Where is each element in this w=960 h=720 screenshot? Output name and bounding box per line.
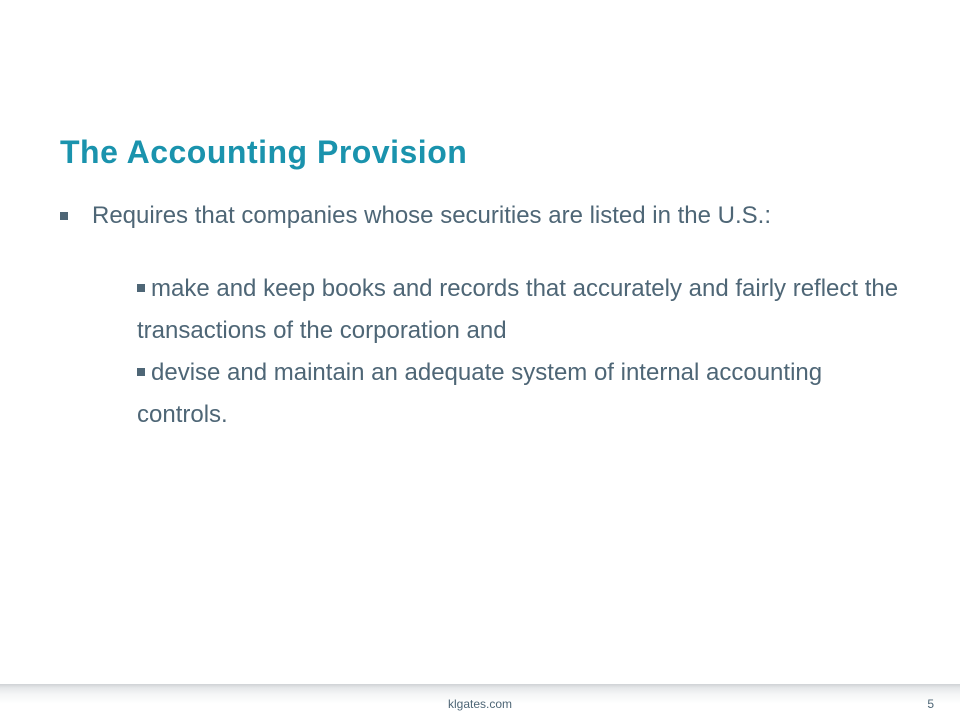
square-bullet-icon bbox=[60, 212, 68, 220]
sub-bullet-list bbox=[92, 268, 900, 436]
sub-bullet-item-internal-controls bbox=[137, 352, 900, 436]
square-bullet-icon bbox=[137, 368, 145, 376]
footer-bar bbox=[0, 684, 960, 720]
bullet-list bbox=[60, 200, 900, 436]
bullet-text: Requires that companies whose securities are listed in the U.S.: bbox=[92, 202, 771, 229]
slide-title: The Accounting Provision bbox=[60, 134, 468, 170]
sub-bullet-item-books-records bbox=[137, 268, 900, 352]
bullet-item-requirement bbox=[60, 200, 900, 436]
footer-website: klgates.com bbox=[447, 697, 513, 711]
page-number: 5 bbox=[927, 697, 934, 711]
sub-bullet-text: make and keep books and records that accurately and fairly reflect the transactions of the corporation and bbox=[137, 275, 899, 344]
square-bullet-icon bbox=[137, 284, 145, 292]
sub-bullet-text: devise and maintain an adequate system of internal accounting controls. bbox=[137, 359, 823, 428]
